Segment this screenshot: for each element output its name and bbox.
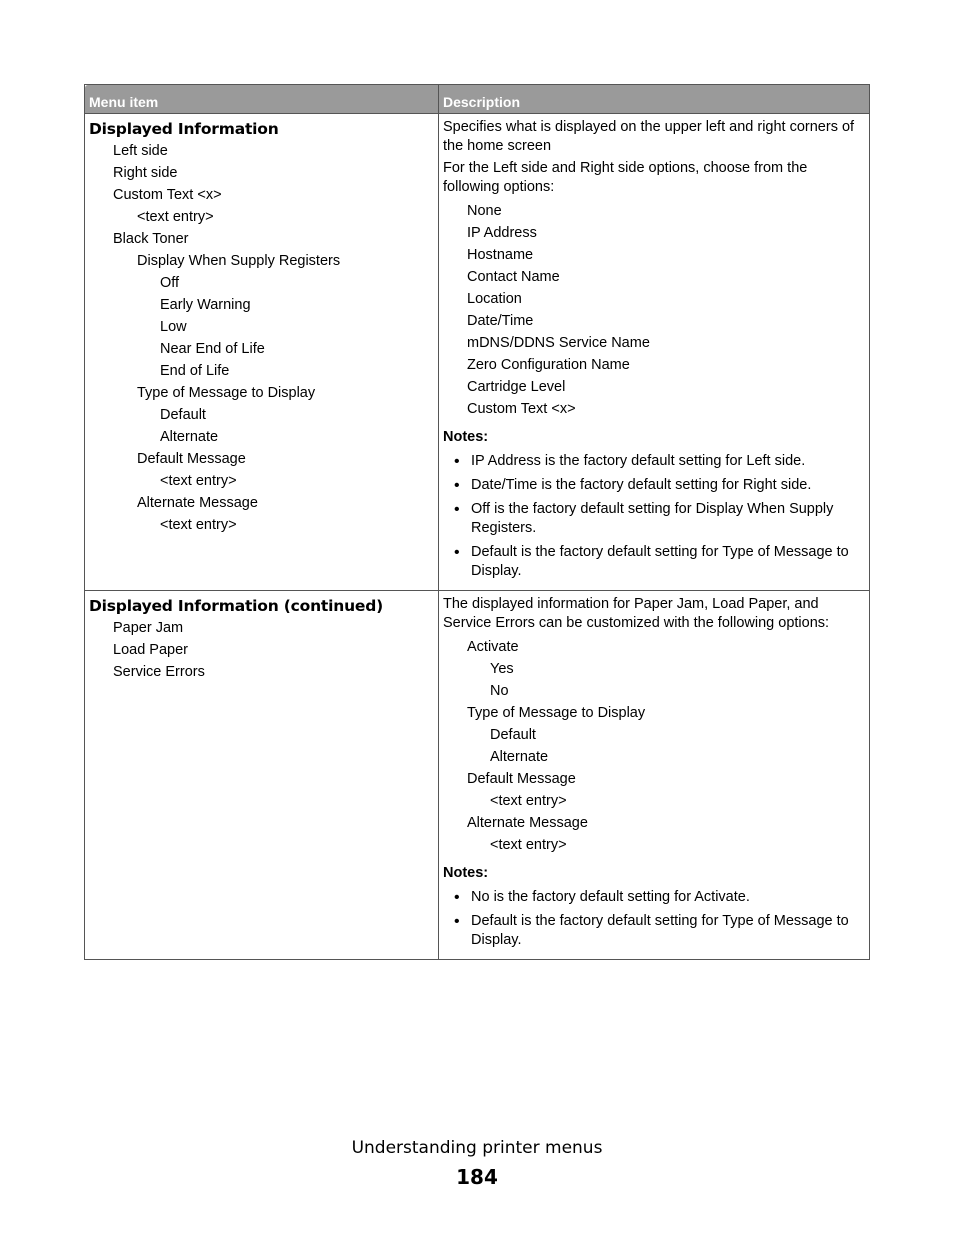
description-paragraph: The displayed information for Paper Jam, Load Paper, and Service Errors can be customized with the following options: — [443, 596, 830, 631]
footer-section-title: Understanding printer menus — [351, 1138, 603, 1158]
notes-label: Notes: — [443, 865, 489, 881]
menu-item: Low — [160, 319, 187, 335]
row-title: Displayed Information — [89, 120, 279, 138]
header-description: Description — [439, 85, 870, 114]
menu-item-cell — [85, 591, 439, 960]
menu-item: Default Message — [137, 451, 246, 467]
option-item: Location — [467, 291, 522, 307]
menu-item: Alternate — [160, 429, 219, 445]
option-item: Zero Configuration Name — [467, 357, 630, 373]
menu-item: End of Life — [160, 363, 230, 379]
menu-item: Near End of Life — [160, 341, 265, 357]
menu-item-cell — [85, 114, 439, 591]
menu-item: Black Toner — [113, 231, 189, 247]
note-item: • Off is the factory default setting for Display When Supply Registers. — [443, 500, 865, 538]
menu-item: Type of Message to Display — [137, 385, 316, 401]
menu-item: <text entry> — [137, 209, 214, 225]
menu-item: Service Errors — [113, 664, 205, 680]
table-row — [85, 591, 870, 960]
description-paragraph: For the Left side and Right side options, choose from the following options: — [443, 160, 808, 195]
option-item: Activate — [467, 639, 519, 655]
menu-item: Off — [160, 275, 180, 291]
option-item: Alternate — [490, 749, 549, 765]
header-menu-item: Menu item — [85, 85, 439, 114]
description-cell — [439, 114, 870, 591]
note-item: • Default is the factory default setting for Type of Message to Display. — [443, 543, 865, 581]
menu-item: Left side — [113, 143, 168, 159]
description-cell — [439, 591, 870, 960]
menu-item-list — [89, 140, 434, 536]
notes-list — [443, 452, 865, 581]
table-header-row — [85, 85, 870, 114]
option-item: <text entry> — [490, 837, 567, 853]
menu-item: Right side — [113, 165, 178, 181]
menu-table — [84, 84, 870, 960]
option-list — [443, 636, 865, 856]
menu-item: Load Paper — [113, 642, 188, 658]
note-item: • Date/Time is the factory default setting for Right side. — [443, 476, 865, 495]
row-title: Displayed Information (continued) — [89, 597, 383, 615]
option-item: Default — [490, 727, 536, 743]
option-list — [443, 200, 865, 420]
option-item: Custom Text <x> — [467, 401, 576, 417]
menu-item: <text entry> — [160, 473, 237, 489]
option-item: Default Message — [467, 771, 576, 787]
table-row — [85, 114, 870, 591]
option-item: Contact Name — [467, 269, 560, 285]
option-item: Alternate Message — [467, 815, 588, 831]
note-item: • Default is the factory default setting for Type of Message to Display. — [443, 912, 865, 950]
option-item: None — [467, 203, 502, 219]
menu-item: Alternate Message — [137, 495, 258, 511]
option-item: Yes — [490, 661, 514, 677]
notes-list — [443, 888, 865, 950]
note-item: • IP Address is the factory default setting for Left side. — [443, 452, 865, 471]
menu-item: <text entry> — [160, 517, 237, 533]
note-item: • No is the factory default setting for Activate. — [443, 888, 865, 907]
option-item: mDNS/DDNS Service Name — [467, 335, 650, 351]
option-item: Hostname — [467, 247, 534, 263]
menu-item: Display When Supply Registers — [137, 253, 341, 269]
option-item: Type of Message to Display — [467, 705, 646, 721]
menu-item-list — [89, 617, 434, 683]
option-item: IP Address — [467, 225, 537, 241]
menu-item: Paper Jam — [113, 620, 184, 636]
option-item: Cartridge Level — [467, 379, 566, 395]
option-item: No — [490, 683, 509, 699]
option-item: <text entry> — [490, 793, 567, 809]
description-paragraph: Specifies what is displayed on the upper left and right corners of the home screen — [443, 119, 855, 154]
page-number: 184 — [456, 1165, 498, 1189]
option-item: Date/Time — [467, 313, 534, 329]
notes-label: Notes: — [443, 429, 489, 445]
menu-item: Default — [160, 407, 206, 423]
menu-item: Early Warning — [160, 297, 251, 313]
menu-item: Custom Text <x> — [113, 187, 222, 203]
